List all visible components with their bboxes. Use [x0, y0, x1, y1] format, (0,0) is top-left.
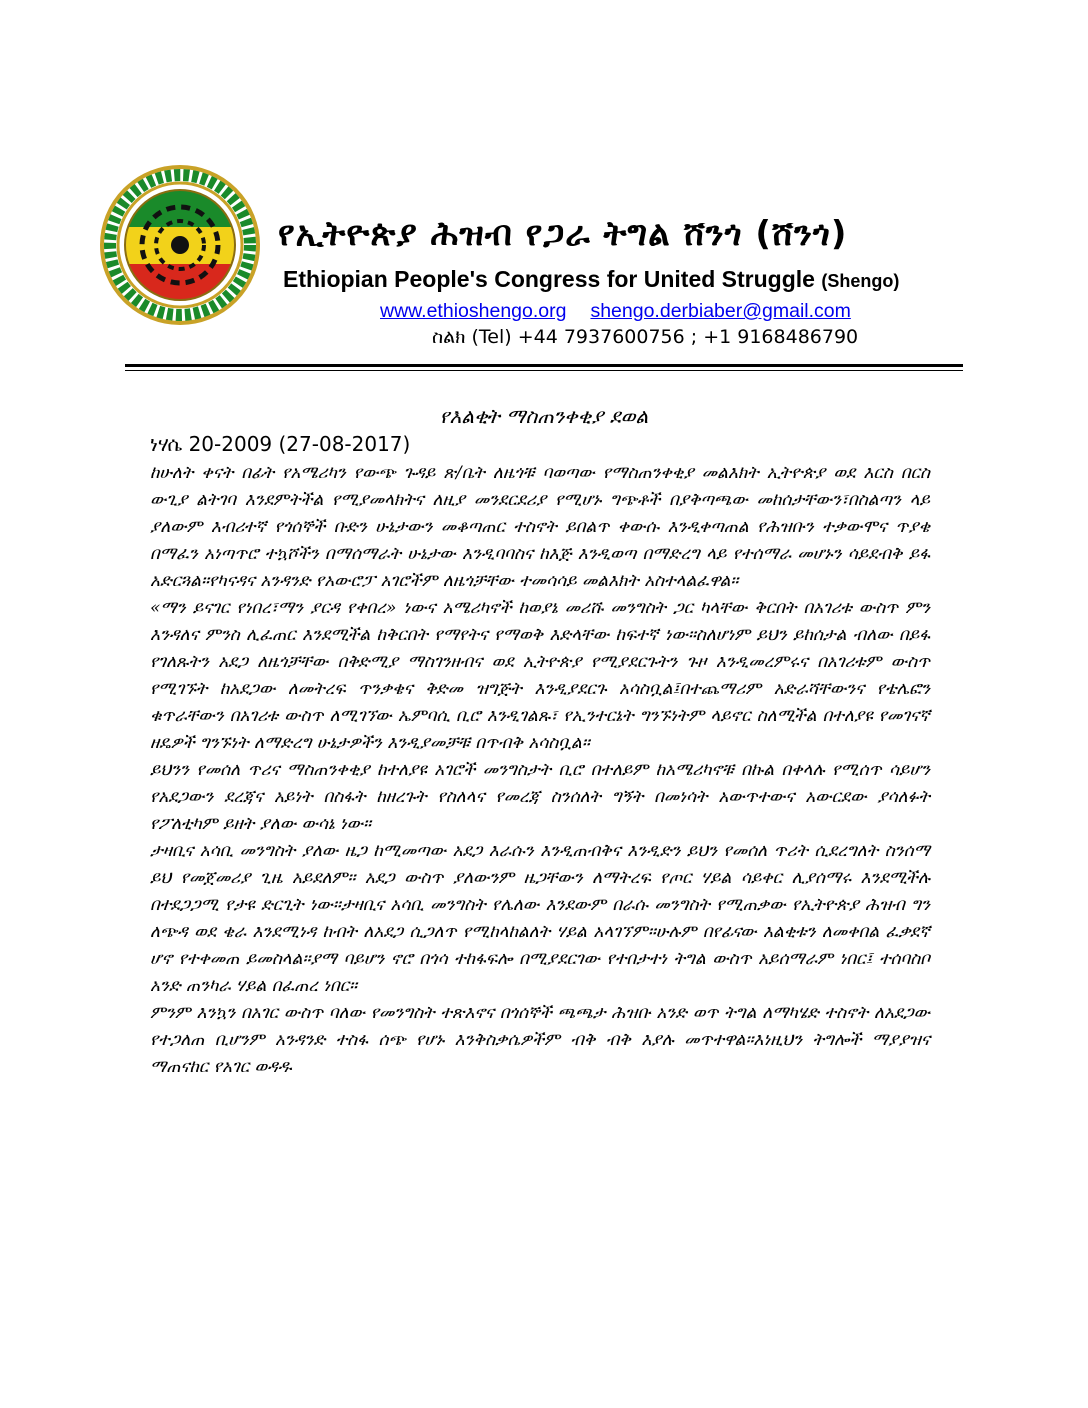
- org-name-english: [283, 266, 983, 293]
- paragraph: ይህንን የመሰለ ጥሪና ማስጠንቀቂያ ከተለያዩ አገሮች መንግስታት ቢሮ በተለይም ከአሜሪካኖቹ በኩል በቀላሉ የሚሰጥ ሳይሆን የአደጋውን ደረጃና አይነት በስፋት ከዘረጉት የስለላና የመረጃ ስንሰለት ግኝት በመነሳት አውጥተውና አውርደው ያሳለፉት የፖለቲካም ይዘት ያለው ውሳኔ ነው።: [150, 760, 930, 834]
- contact-links: [380, 300, 1000, 323]
- header-divider-thin: [125, 370, 963, 371]
- header-divider: [125, 364, 963, 367]
- org-name-english-text: Ethiopian People's Congress for United Struggle: [283, 266, 815, 292]
- phone-numbers: ስልክ (Tel) +44 7937600756 ; +1 9168486790: [432, 326, 859, 348]
- paragraph: ከሁለት ቀናት በፊት የአሜሪካን የውጭ ጉዳይ ጽ/ቤት ለዜጎቹ ባወጣው የማስጠንቀቂያ መልእክት ኢትዮጵያ ወደ እርስ በርስ ውጊያ ልትገባ እንደምትችል የሚያመላክትና ለዚያ መንደርደሪያ የሚሆኑ ግጭቶች በያቅጣጫው መከሰታቸውን፣በስልጣን ላይ ያለውም እብሪተኛ የጎሰኞች ቡድን ሁኔታውን መቆጣጠር ተስኖት ይበልጥ ቀውሱ እንዲቀጣጠል የሕዝቡን ተቃውሞና ጥያቄ በማፈን አነጣጥሮ ተኳሾችን በማሰማራት ሁኔታው እንዲባባስና ከእጅ እንዲወጣ በማድረግ ላይ የተሰማራ መሆኑን ሳይደብቅ ይፋ አድርጓል።የካናዳና አንዳንድ የአውሮፓ አገሮችም ለዜጎቻቸው ተመሳሳይ መልእክት አስተላልፈዋል።: [150, 463, 930, 591]
- document-body: [150, 460, 930, 1081]
- document-title: የእልቂት ማስጠንቀቂያ ደወል: [439, 404, 649, 428]
- org-short-name: (Shengo): [821, 271, 900, 291]
- website-link[interactable]: www.ethioshengo.org: [380, 300, 567, 322]
- congress-emblem-icon: [95, 160, 265, 330]
- paragraph: ታዛቢና አሳቢ መንግስት ያለው ዜጋ ከሚመጣው አደጋ እራሱን እንዲጠብቅና እንዲድን ይህን የመሰለ ጥሪት ሲደረግለት ስንሰማ ይህ የመጀመሪያ ጊዜ አይደለም። አደጋ ውስጥ ያለውንም ዜጋቸውን ለማትረፍ የጦር ሃይል ሳይቀር ሊያሰማሩ እንደሚችሉ በተደጋጋሚ የታዩ ድርጊት ነው።ታዛቢና አሳቢ መንግስት የሌለው እንደውም በራሱ መንግስት የሚጠቃው የኢትዮጵያ ሕዝብ ግን ለጭዳ ወደ ቄራ እንደሚነዳ ከብት ለአደጋ ሲጋለጥ የሚከላከልለት ሃይል አላገኘም።ሁሉም በየፊናው እልቂቱን ለመቀበል ፈቃደኛ ሆኖ የተቀመጠ ይመስላል።ያማ ባይሆን ኖሮ በጎሳ ተከፋፍሎ በሚያደርገው የተበታተነ ትግል ውስጥ አይሰማራም ነበር፤ ተሰባስቦ አንድ ጠንካራ ሃይል በፈጠረ ነበር።: [150, 841, 930, 996]
- paragraph: «ማን ይናገር የነበረ፣ማን ያርዳ የቀበረ» ነውና አሜሪካኖች ከወያኔ መሪሹ መንግስት ጋር ካላቸው ቅርበት በአገሪቱ ውስጥ ምን እንዳለና ምንስ ሊፈጠር እንደሚችል ከቅርበት የማየትና የማወቅ እድላቸው ከፍተኛ ነው።ስለሆነም ይህን ይከሰታል ብለው በይፋ የገለጹትን አደጋ ለዜጎቻቸው በቅድሚያ ማስገንዘብና ወደ ኢትዮጵያ የሚያደርጉትን ጉዞ እንዲመረምሩና በአገሪቱም ውስጥ የሚገኙት ከአደጋው ለመትረፍ ጥንቃቄና ቅድመ ዝግጅት እንዲያደርጉ አሳስቧል፤በተጨማሪም አድራሻቸውንና የቴሌፎን ቁጥራቸውን በአገሪቱ ውስጥ ለሚገኘው ኤምባሲ ቢሮ እንዲገልጹ፣ የኢንተርኔት ግንኙነትም ላይኖር ስለሚችል በተለያዩ የመገናኛ ዘዴዎች ግንኙነት ለማድረግ ሁኔታዎችን እንዲያመቻቹ በጥብቅ አሳስቧል።: [150, 598, 930, 753]
- org-name-amharic: የኢትዮጵያ ሕዝብ የጋራ ትግል ሸንጎ (ሸንጎ): [278, 214, 848, 254]
- paragraph: ምንም እንኳን በአገር ውስጥ ባለው የመንግስት ተጽእኖና በጎሰኞች ጫጫታ ሕዝቡ አንድ ወጥ ትግል ለማካሄድ ተስኖት ለአደጋው የተጋለጠ ቢሆንም አንዳንድ ተስፋ ሰጭ የሆኑ እንቅስቃሴዎችም ብቅ ብቅ እያሉ መጥተዋል።እነዚህን ትግሎች ማያያዝና ማጠናከር የአገር ወዳዱ: [150, 1003, 930, 1077]
- email-link[interactable]: shengo.derbiaber@gmail.com: [590, 300, 851, 322]
- document-date: ነሃሴ 20-2009 (27-08-2017): [150, 432, 411, 456]
